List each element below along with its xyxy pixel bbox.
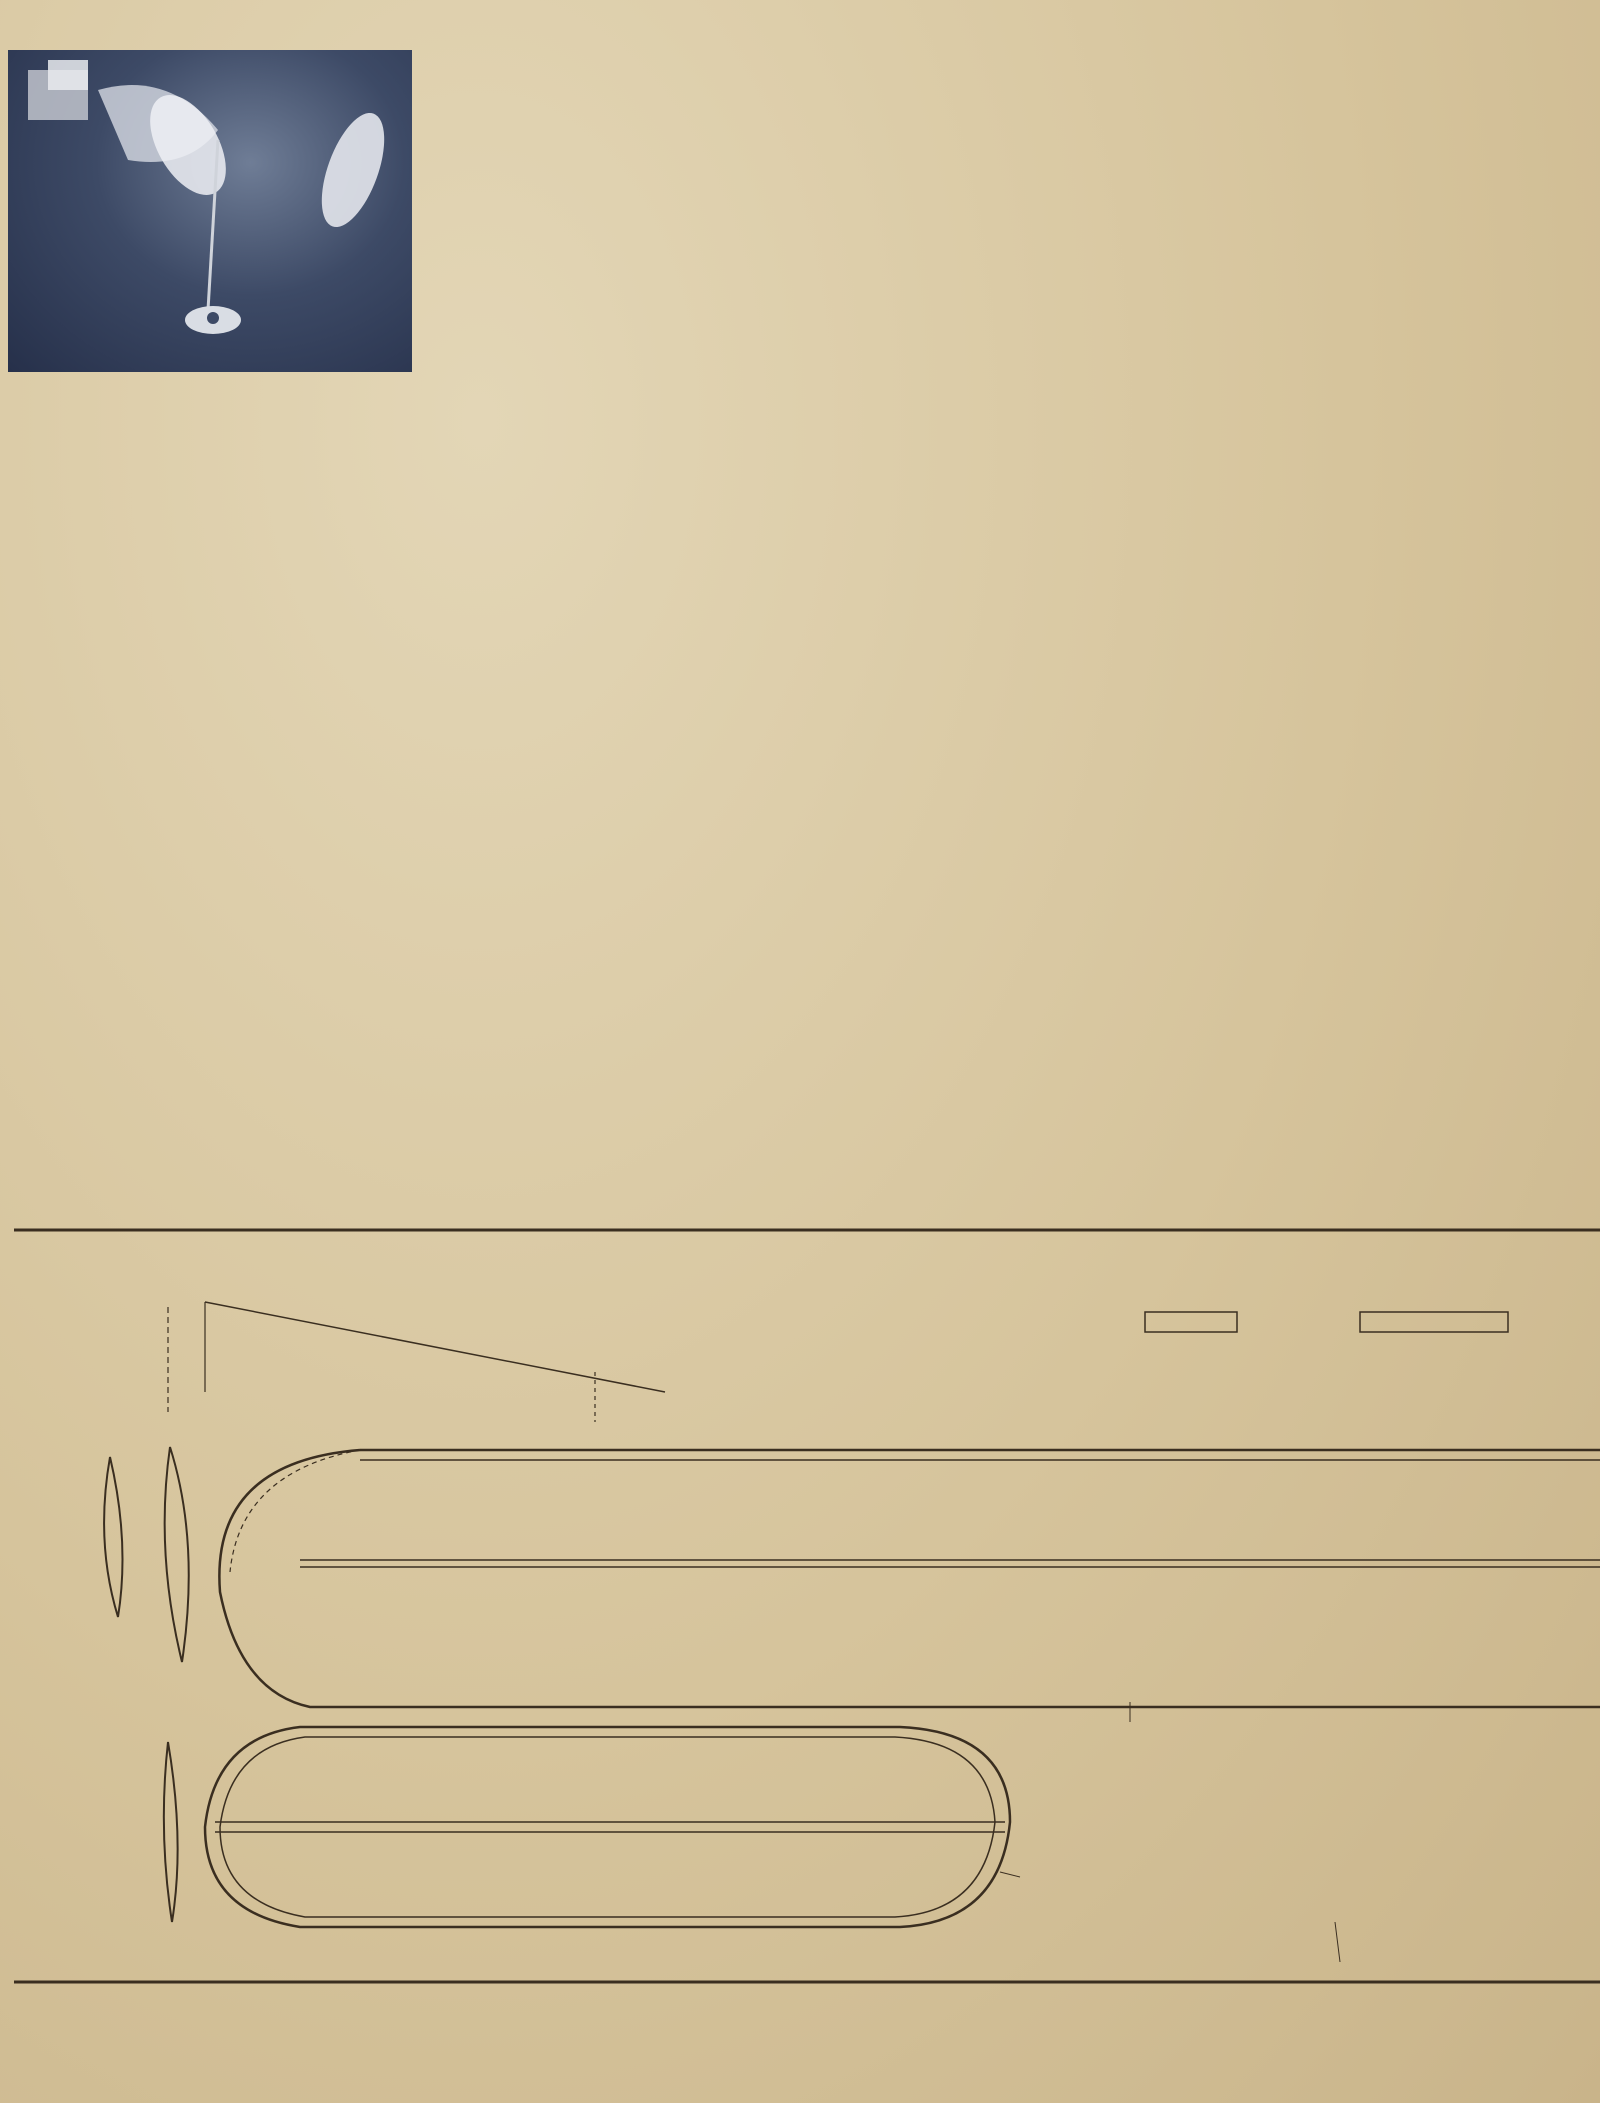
text-line <box>862 735 1535 765</box>
text-line <box>862 351 1535 381</box>
text-line <box>446 263 786 293</box>
text-line <box>862 204 1535 234</box>
text-line <box>862 292 1535 322</box>
text-line <box>446 174 786 204</box>
article-column-right <box>862 56 1535 1177</box>
text-line <box>446 233 786 263</box>
text-line <box>108 588 786 618</box>
text-line <box>862 528 1535 558</box>
plan-linework <box>14 1230 1600 1982</box>
text-line <box>862 1118 1535 1148</box>
text-line <box>862 794 1535 824</box>
text-line <box>862 145 1535 175</box>
text-line <box>862 56 1535 86</box>
text-line <box>862 823 1535 853</box>
text-line <box>446 204 786 234</box>
text-line <box>108 853 786 883</box>
text-line <box>862 440 1535 470</box>
text-line <box>108 883 786 913</box>
text-line <box>862 853 1535 883</box>
text-line <box>862 174 1535 204</box>
text-line <box>108 912 786 942</box>
text-line <box>862 971 1535 1001</box>
text-line <box>108 971 786 1001</box>
article-column-top <box>446 56 786 499</box>
text-line <box>862 705 1535 735</box>
text-line <box>862 263 1535 293</box>
text-line <box>108 794 786 824</box>
text-line <box>862 86 1535 116</box>
text-line <box>108 1148 786 1178</box>
text-line <box>862 499 1535 529</box>
text-line <box>108 647 786 677</box>
power-plant-photo <box>8 50 412 372</box>
text-line <box>862 764 1535 794</box>
text-line <box>862 322 1535 352</box>
text-line <box>108 1030 786 1060</box>
text-line <box>108 765 786 795</box>
text-line <box>862 1089 1535 1119</box>
text-line <box>446 292 786 322</box>
text-line <box>446 145 786 175</box>
text-line <box>446 381 786 411</box>
text-line <box>862 941 1535 971</box>
text-line <box>108 1001 786 1031</box>
text-line <box>862 381 1535 411</box>
text-line <box>862 233 1535 263</box>
text-line <box>108 706 786 736</box>
text-line <box>862 646 1535 676</box>
text-line <box>108 824 786 854</box>
text-line <box>862 587 1535 617</box>
text-line <box>862 1000 1535 1030</box>
engine-photo-illustration <box>8 50 412 372</box>
text-line <box>108 1089 786 1119</box>
text-line <box>108 1060 786 1090</box>
text-line <box>446 410 786 440</box>
text-line <box>862 469 1535 499</box>
text-line <box>108 558 786 588</box>
text-line <box>862 558 1535 588</box>
text-line <box>446 351 786 381</box>
text-line <box>108 735 786 765</box>
text-line <box>108 1119 786 1149</box>
text-line <box>446 115 786 145</box>
text-line <box>862 882 1535 912</box>
text-line <box>862 912 1535 942</box>
text-line <box>446 440 786 470</box>
text-line <box>862 617 1535 647</box>
text-line <box>108 676 786 706</box>
text-line <box>446 56 786 86</box>
wing-plan-drawing <box>0 1222 1600 1992</box>
text-line <box>862 1059 1535 1089</box>
text-line <box>446 469 786 499</box>
article-column-left <box>108 499 786 1178</box>
text-line <box>862 1030 1535 1060</box>
text-line <box>862 1148 1535 1178</box>
text-line <box>108 617 786 647</box>
text-line <box>108 942 786 972</box>
text-line <box>108 529 786 559</box>
text-line <box>446 86 786 116</box>
text-line <box>446 322 786 352</box>
text-line <box>862 115 1535 145</box>
text-line <box>862 676 1535 706</box>
text-line <box>862 410 1535 440</box>
text-line <box>108 499 786 529</box>
